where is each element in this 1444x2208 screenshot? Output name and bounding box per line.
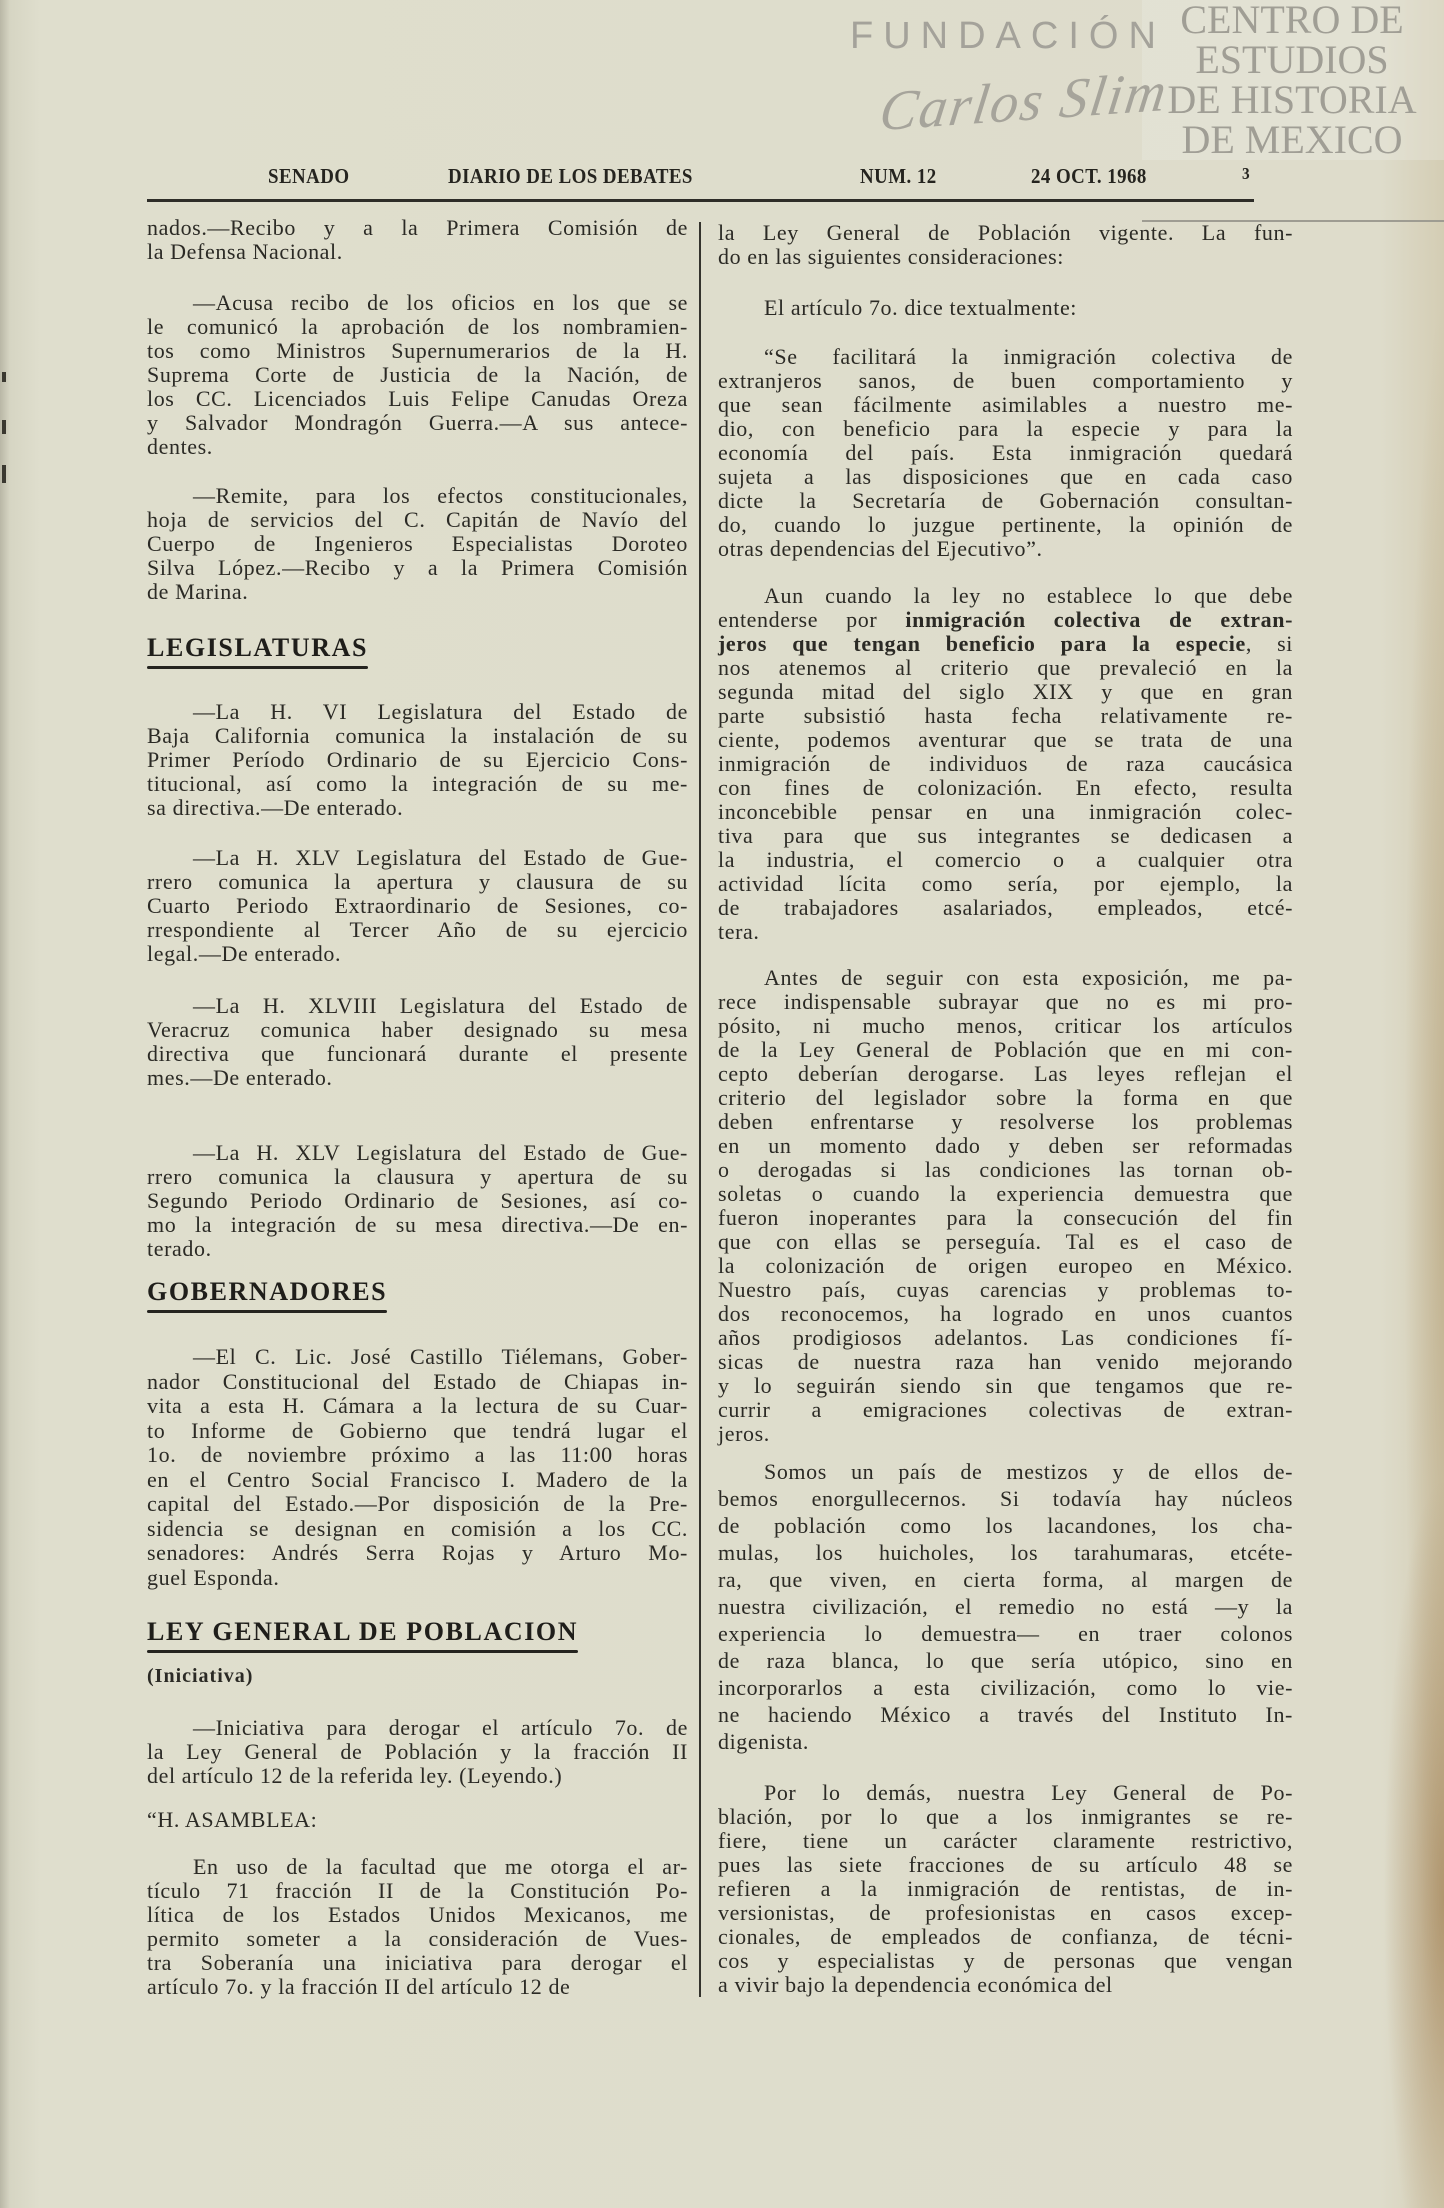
text-line: de Marina. bbox=[147, 579, 249, 604]
text-line: blación, por lo que a los inmigrantes se re- bbox=[718, 1804, 1293, 1829]
text-line: nos atenemos al criterio que prevaleció en la bbox=[718, 655, 1293, 680]
text-line: le comunicó la aprobación de los nombramien- bbox=[147, 314, 688, 339]
text-line bbox=[718, 632, 1293, 656]
text-line: mo la integración de su mesa directiva.—De en- bbox=[147, 1212, 688, 1237]
text-run: , si bbox=[1245, 631, 1293, 656]
text-line: fueron inoperantes para la consecución del fin bbox=[718, 1205, 1293, 1230]
heading-text: LEGISLATURAS bbox=[147, 633, 369, 662]
text-line: sicas de nuestra raza han venido mejorando bbox=[718, 1349, 1293, 1374]
text-line: ra, que viven, en cierta forma, al margen de bbox=[718, 1567, 1293, 1592]
paragraph bbox=[147, 484, 688, 604]
text-line: “H. ASAMBLEA: bbox=[147, 1807, 318, 1832]
text-line: Cuerpo de Ingenieros Especialistas Doroteo bbox=[147, 531, 688, 556]
paragraph bbox=[718, 221, 1293, 269]
paragraph bbox=[147, 216, 688, 264]
text-line: nuestra civilización, el remedio no está —y la bbox=[718, 1594, 1293, 1619]
section-heading-ley-general bbox=[147, 1617, 578, 1653]
paragraph bbox=[147, 1716, 688, 1788]
text-line: inconcebible pensar en una inmigración colec- bbox=[718, 799, 1293, 824]
paragraph bbox=[147, 1808, 688, 1832]
text-line: sidencia se designan en comisión a los CC. bbox=[147, 1515, 688, 1541]
text-line: ne haciendo México a través del Instituto In- bbox=[718, 1702, 1293, 1727]
watermark-signature: Carlos Slim bbox=[875, 60, 1173, 144]
text-line: de raza blanca, lo que sería utópico, sino en bbox=[718, 1648, 1293, 1673]
watermark-line: ESTUDIOS bbox=[1195, 37, 1389, 82]
text-line: sa directiva.—De enterado. bbox=[147, 795, 404, 820]
text-line: o derogadas si las condiciones las tornan ob- bbox=[718, 1157, 1293, 1182]
paragraph bbox=[147, 700, 688, 820]
section-subheading: (Iniciativa) bbox=[147, 1665, 254, 1687]
text-line: —La H. XLV Legislatura del Estado de Gue- bbox=[193, 1140, 688, 1165]
text-line: —La H. XLV Legislatura del Estado de Gue- bbox=[193, 845, 688, 870]
text-line: la Defensa Nacional. bbox=[147, 239, 343, 264]
text-line: sujeta a las disposiciones que en cada caso bbox=[718, 464, 1293, 489]
text-line: 1o. de noviembre próximo a las 11:00 horas bbox=[147, 1442, 688, 1467]
text-line: jeros. bbox=[718, 1421, 770, 1446]
text-line: del artículo 12 de la referida ley. (Leyendo.) bbox=[147, 1763, 563, 1788]
text-line: legal.—De enterado. bbox=[147, 941, 342, 966]
heading-text: LEY GENERAL DE POBLACION bbox=[147, 1617, 579, 1646]
text-line: y lo seguirán siendo sin que tengamos que re- bbox=[718, 1373, 1293, 1398]
text-line: —El C. Lic. José Castillo Tiélemans, Gober- bbox=[193, 1344, 688, 1369]
text-line: dicte la Secretaría de Gobernación consultan- bbox=[718, 488, 1293, 513]
text-line: hoja de servicios del C. Capitán de Navío del bbox=[147, 507, 688, 532]
paragraph bbox=[147, 994, 688, 1090]
text-line: artículo 7o. y la fracción II del artículo 12 de bbox=[147, 1974, 571, 1999]
text-line: Suprema Corte de Justicia de la Nación, de bbox=[147, 362, 688, 387]
text-line: segunda mitad del siglo XIX y que en gran bbox=[718, 679, 1293, 704]
header-number: NUM. 12 bbox=[860, 164, 937, 188]
text-line: nados.—Recibo y a la Primera Comisión de bbox=[147, 215, 688, 240]
text-line: de población como los lacandones, los cha- bbox=[718, 1513, 1293, 1538]
text-line: Segundo Periodo Ordinario de Sesiones, así co- bbox=[147, 1188, 688, 1213]
header-date: 24 OCT. 1968 bbox=[1031, 164, 1147, 188]
text-line: —Remite, para los efectos constitucionales, bbox=[193, 483, 688, 508]
text-line: do en las siguientes consideraciones: bbox=[718, 244, 1065, 269]
text-line: do, cuando lo juzgue pertinente, la opinión de bbox=[718, 512, 1293, 537]
section-heading-gobernadores bbox=[147, 1277, 387, 1313]
paragraph bbox=[718, 966, 1293, 1446]
text-line: dos reconocemos, ha logrado en unos cuantos bbox=[718, 1301, 1293, 1326]
text-line: rrero comunica la apertura y clausura de su bbox=[147, 869, 688, 894]
text-line: terado. bbox=[147, 1236, 212, 1261]
text-line: bemos enorgullecernos. Si todavía hay núcleos bbox=[718, 1486, 1293, 1511]
text-line: la industria, el comercio o a cualquier otra bbox=[718, 847, 1293, 872]
bold-text: jeros que tengan beneficio para la especie bbox=[718, 631, 1246, 656]
text-line: Somos un país de mestizos y de ellos de- bbox=[764, 1459, 1293, 1484]
header-publication: DIARIO DE LOS DEBATES bbox=[448, 164, 693, 188]
text-line: En uso de la facultad que me otorga el ar- bbox=[193, 1854, 688, 1879]
text-line: incorporarlos a esta civilización, como lo vie- bbox=[718, 1675, 1293, 1700]
text-line: dentes. bbox=[147, 434, 213, 459]
text-line: tra Soberanía una iniciativa para derogar el bbox=[147, 1950, 688, 1975]
paragraph bbox=[718, 1781, 1293, 1997]
text-line: to Informe de Gobierno que tendrá lugar el bbox=[147, 1417, 688, 1443]
text-line: “Se facilitará la inmigración colectiva de bbox=[764, 344, 1293, 369]
text-line: cos y especialistas y de personas que vengan bbox=[718, 1948, 1293, 1973]
text-line: rrespondiente al Tercer Año de su ejercicio bbox=[147, 917, 688, 942]
text-line: lítica de los Estados Unidos Mexicanos, me bbox=[147, 1902, 688, 1927]
text-line: la colonización de origen europeo en México. bbox=[718, 1253, 1293, 1278]
column-divider bbox=[699, 222, 701, 1997]
text-line: rrero comunica la clausura y apertura de su bbox=[147, 1164, 688, 1189]
text-line: pues las siete fracciones de su artículo 48 se bbox=[718, 1852, 1293, 1877]
text-line: en el Centro Social Francisco I. Madero de la bbox=[147, 1466, 688, 1492]
text-line: directiva que funcionará durante el presente bbox=[147, 1041, 688, 1066]
text-line: extranjeros sanos, de buen comportamiento y bbox=[718, 368, 1293, 393]
heading-underline bbox=[147, 666, 368, 669]
page-number: 3 bbox=[1242, 164, 1251, 183]
text-line: —La H. VI Legislatura del Estado de bbox=[193, 699, 688, 724]
text-line: Silva López.—Recibo y a la Primera Comisión bbox=[147, 555, 688, 580]
text-line: capital del Estado.—Por disposición de la Pre- bbox=[147, 1491, 688, 1516]
text-line: con fines de colonización. En efecto, resulta bbox=[718, 775, 1293, 800]
binding-mark bbox=[2, 420, 6, 434]
watermark-line: DE HISTORIA bbox=[1167, 77, 1417, 122]
quote-paragraph bbox=[718, 345, 1293, 561]
heading-underline bbox=[147, 1310, 387, 1313]
text-line: otras dependencias del Ejecutivo”. bbox=[718, 536, 1043, 561]
text-line: dio, con beneficio para la especie y para la bbox=[718, 416, 1293, 441]
text-line: actividad lícita como sería, por ejemplo, la bbox=[718, 871, 1293, 896]
paragraph bbox=[718, 584, 1293, 944]
text-line: cepto deberían derogarse. Las leyes reflejan el bbox=[718, 1061, 1293, 1086]
text-line: tiva para que sus integrantes se dedicasen a bbox=[718, 823, 1293, 848]
text-line: soletas o cuando la experiencia demuestra que bbox=[718, 1181, 1293, 1206]
text-line: versionistas, de profesionistas en casos excep- bbox=[718, 1900, 1293, 1925]
text-line: digenista. bbox=[718, 1729, 809, 1754]
text-line: vita a esta H. Cámara a la lectura de su Cuar- bbox=[147, 1393, 688, 1418]
watermark-foundation: FUNDACIÓN bbox=[850, 15, 1166, 57]
text-line: —Acusa recibo de los oficios en los que se bbox=[193, 290, 688, 315]
paragraph bbox=[147, 846, 688, 966]
header-rule bbox=[147, 199, 1254, 202]
heading-text: GOBERNADORES bbox=[147, 1277, 388, 1306]
text-line: mes.—De enterado. bbox=[147, 1065, 333, 1090]
text-line: inmigración de individuos de raza caucásica bbox=[718, 751, 1293, 776]
bold-text: inmigración colectiva de extran- bbox=[905, 607, 1294, 632]
text-line: nador Constitucional del Estado de Chiapas in- bbox=[147, 1368, 688, 1394]
paragraph bbox=[147, 291, 688, 459]
text-line: —Iniciativa para derogar el artículo 7o. de bbox=[193, 1715, 688, 1740]
text-line: titucional, así como la integración de su me- bbox=[147, 771, 688, 796]
heading-underline bbox=[147, 1650, 578, 1653]
text-line: El artículo 7o. dice textualmente: bbox=[764, 295, 1078, 320]
paragraph bbox=[147, 1141, 688, 1261]
text-line: fiere, tiene un carácter claramente restrictivo, bbox=[718, 1828, 1293, 1853]
text-line: Nuestro país, cuyas carencias y problemas to- bbox=[718, 1277, 1293, 1302]
text-line: tera. bbox=[718, 919, 760, 944]
text-line: de trabajadores asalariados, empleados, etcé- bbox=[718, 895, 1293, 920]
text-line: criterio del legislador sobre la forma en que bbox=[718, 1085, 1293, 1110]
text-line bbox=[718, 608, 1293, 632]
text-line: Aun cuando la ley no establece lo que debe bbox=[764, 583, 1293, 608]
text-line: a vivir bajo la dependencia económica del bbox=[718, 1972, 1113, 1997]
text-line: refieren a la inmigración de rentistas, de in- bbox=[718, 1876, 1293, 1901]
text-line: Cuarto Periodo Extraordinario de Sesiones, co- bbox=[147, 893, 688, 918]
text-line: de la Ley General de Población que en mi con- bbox=[718, 1037, 1293, 1062]
text-line: deben enfrentarse y resolverse los problemas bbox=[718, 1109, 1293, 1134]
text-line: Baja California comunica la instalación de su bbox=[147, 723, 688, 748]
text-line: la Ley General de Población vigente. La fun- bbox=[718, 220, 1293, 245]
section-heading-legislaturas bbox=[147, 633, 368, 669]
text-line: y Salvador Mondragón Guerra.—A sus antece- bbox=[147, 410, 688, 435]
text-line: en un momento dado y deben ser reformadas bbox=[718, 1133, 1293, 1158]
text-line: que sean fácilmente asimilables a nuestro me- bbox=[718, 392, 1293, 417]
text-line: tos como Ministros Supernumerarios de la H. bbox=[147, 338, 688, 363]
watermark-line: CENTRO DE bbox=[1180, 0, 1404, 42]
text-line: senadores: Andrés Serra Rojas y Arturo Mo- bbox=[147, 1540, 688, 1565]
text-line: parte subsistió hasta fecha relativamente re- bbox=[718, 703, 1293, 728]
text-line: los CC. Licenciados Luis Felipe Canudas Oreza bbox=[147, 386, 688, 411]
text-line: cionales, de empleados de confianza, de técni- bbox=[718, 1924, 1293, 1949]
text-line: permito someter a la consideración de Vues- bbox=[147, 1926, 688, 1951]
text-line: tículo 71 fracción II de la Constitución Po- bbox=[147, 1878, 688, 1903]
text-line: la Ley General de Población y la fracción II bbox=[147, 1739, 688, 1764]
paragraph bbox=[718, 1458, 1293, 1755]
header-chamber: SENADO bbox=[268, 164, 350, 188]
text-line: Por lo demás, nuestra Ley General de Po- bbox=[764, 1780, 1293, 1805]
text-line: que con ellas se perseguía. Tal es el caso de bbox=[718, 1229, 1293, 1254]
text-line: experiencia lo demuestra— en traer colonos bbox=[718, 1621, 1293, 1646]
text-run: entenderse por bbox=[718, 607, 906, 632]
paragraph bbox=[147, 1345, 688, 1590]
text-line: currir a emigraciones colectivas de extran- bbox=[718, 1397, 1293, 1422]
text-line: pósito, ni mucho menos, criticar los artículos bbox=[718, 1013, 1293, 1038]
text-line: —La H. XLVIII Legislatura del Estado de bbox=[193, 993, 688, 1018]
binding-mark bbox=[2, 465, 6, 483]
text-line: Primer Período Ordinario de su Ejercicio Cons- bbox=[147, 747, 688, 772]
text-line: guel Esponda. bbox=[147, 1564, 280, 1590]
text-line: economía del país. Esta inmigración quedará bbox=[718, 440, 1293, 465]
text-line: ciente, podemos aventurar que se trata de una bbox=[718, 727, 1293, 752]
watermark-line: DE MEXICO bbox=[1181, 117, 1403, 162]
text-line: mulas, los huicholes, los tarahumaras, etcéte- bbox=[718, 1540, 1293, 1565]
text-line: rece indispensable subrayar que no es mi pro- bbox=[718, 989, 1293, 1014]
paragraph bbox=[147, 1855, 688, 1999]
text-line: Veracruz comunica haber designado su mesa bbox=[147, 1017, 688, 1042]
paragraph bbox=[718, 296, 1293, 320]
text-line: Antes de seguir con esta exposición, me pa- bbox=[764, 965, 1293, 990]
binding-mark bbox=[2, 372, 6, 382]
text-line: años prodigiosos adelantos. Las condiciones fí- bbox=[718, 1325, 1293, 1350]
